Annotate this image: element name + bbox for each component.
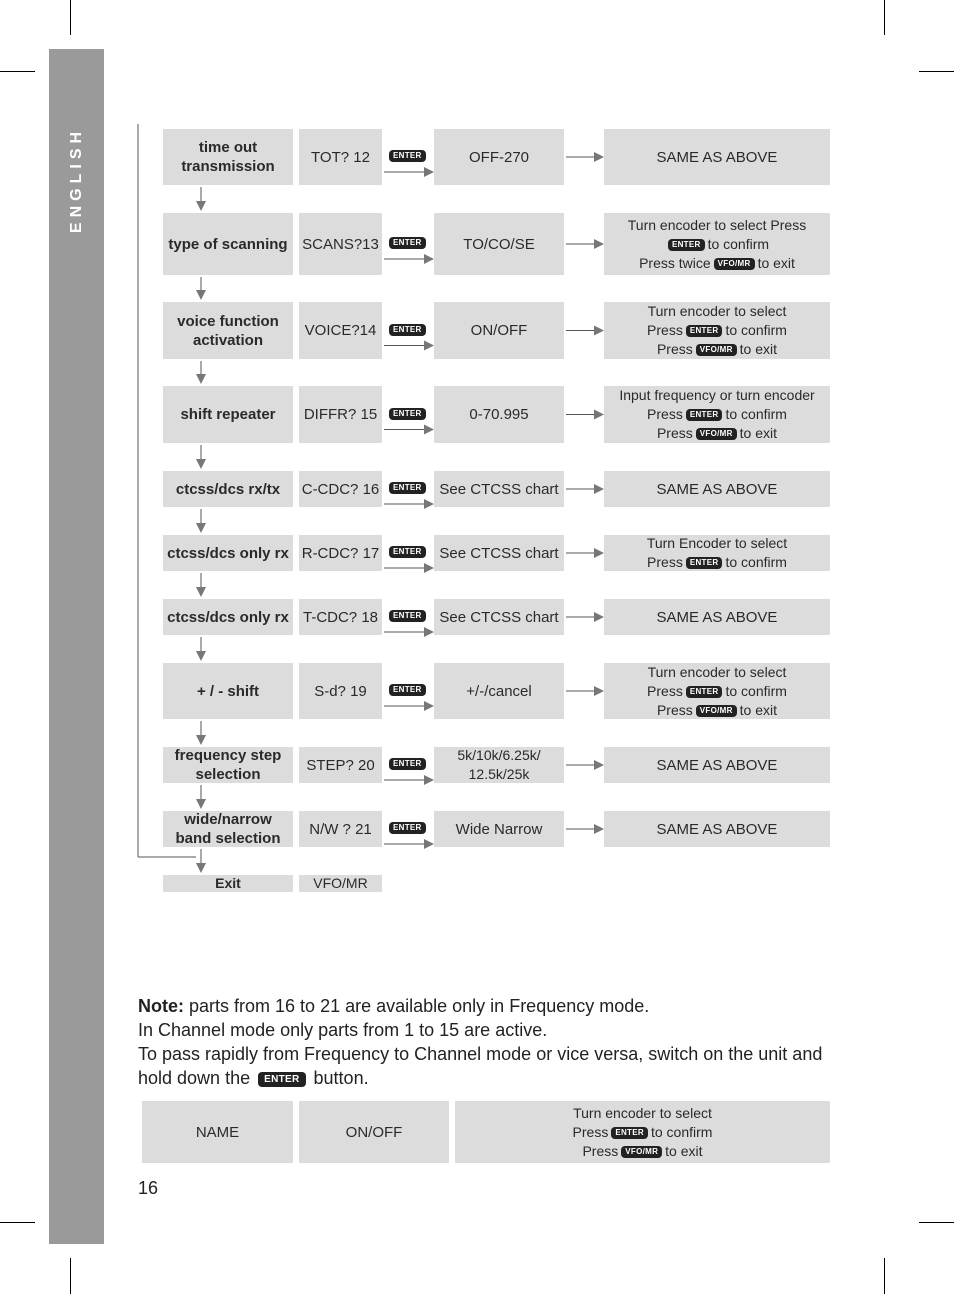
action-line: Press ENTER to confirm [647,322,787,338]
bottom-action-cell [455,1101,830,1163]
row-value-cell: TO/CO/SE [434,213,564,275]
action-line: Press VFO/MR to exit [582,1142,703,1159]
action-line: Press ENTER to confirm [647,554,787,570]
action-line: Turn encoder to select [573,1104,712,1121]
arrow-head [594,686,604,696]
row-name-cell: voice function activation [163,302,293,359]
enter-key-icon: ENTER [258,1072,305,1087]
row-value-cell: 0-70.995 [434,386,564,443]
row-name-cell: type of scanning [163,213,293,275]
row-code-cell: TOT? 12 [299,129,382,185]
enter-key-icon: ENTER [389,482,426,494]
row-action-cell [604,213,830,275]
row-name-cell: frequency step selection [163,747,293,783]
arrow-head [594,612,604,622]
arrow-head [196,735,206,745]
row-value-cell: See CTCSS chart [434,471,564,507]
row-value-cell: +/-/cancel [434,663,564,719]
action-line: Press ENTER to confirm [647,406,787,422]
note-text: Note: parts from 16 to 21 are available only in Frequency mode. In Channel mode only parts from 1 to 15 are active. To pass rapidly from Frequency to Channel mode or vice versa, switch on the unit and hold down the ENTER button. [138,996,823,1088]
action-line: Turn encoder to select [647,303,787,319]
row-action-cell: SAME AS ABOVE [604,811,830,847]
arrow-head [196,523,206,533]
arrow-head [196,374,206,384]
row-action-cell: SAME AS ABOVE [604,747,830,783]
enter-key-icon: ENTER [389,610,426,622]
enter-key-icon: ENTER [686,557,723,569]
row-name-cell: ctcss/dcs rx/tx [163,471,293,507]
arrow-head [196,799,206,809]
row-code-cell: R-CDC? 17 [299,535,382,571]
vfo-mr-key-icon: VFO/MR [696,428,737,440]
enter-key-icon: ENTER [668,239,705,251]
row-action-cell [604,663,830,719]
row-code-cell: T-CDC? 18 [299,599,382,635]
row-value-cell: Wide Narrow [434,811,564,847]
arrow-head [196,201,206,211]
row-value-cell: OFF-270 [434,129,564,185]
arrow-head [424,425,434,435]
row-name-cell: ctcss/dcs only rx [163,599,293,635]
arrow-head [196,651,206,661]
row-name-cell: ctcss/dcs only rx [163,535,293,571]
row-code-cell: STEP? 20 [299,747,382,783]
arrow-head [424,701,434,711]
row-code-cell: SCANS?13 [299,213,382,275]
action-line: Turn Encoder to select [646,535,788,551]
row-action-cell [604,302,830,359]
arrow-head [424,499,434,509]
enter-key-icon: ENTER [611,1127,648,1139]
action-line: ENTER to confirm [665,235,769,254]
action-line: Turn encoder to select [647,663,787,680]
row-code-cell: C-CDC? 16 [299,471,382,507]
enter-key-icon: ENTER [389,324,426,336]
arrow-head [594,410,604,420]
action-line: Press ENTER to confirm [647,682,787,699]
arrow-head [424,627,434,637]
vfo-mr-key-icon: VFO/MR [696,344,737,356]
arrow-head [594,152,604,162]
enter-key-icon: ENTER [389,684,426,696]
row-value-cell: 5k/10k/6.25k/ 12.5k/25k [434,747,564,783]
page-number: 16 [138,1178,159,1198]
arrow-head [424,254,434,264]
row-name-cell: wide/narrow band selection [163,811,293,847]
arrow-head [424,839,434,849]
arrow-head [196,290,206,300]
row-action-cell [604,386,830,443]
row-code-cell: DIFFR? 15 [299,386,382,443]
action-line: Press VFO/MR to exit [656,425,778,441]
row-code-cell: S-d? 19 [299,663,382,719]
bottom-value-cell: ON/OFF [299,1101,449,1163]
vfo-mr-key-icon: VFO/MR [714,258,755,270]
row-action-cell: SAME AS ABOVE [604,129,830,185]
row-action-cell: SAME AS ABOVE [604,599,830,635]
enter-key-icon: ENTER [389,237,426,249]
bottom-name-cell: NAME [142,1101,293,1163]
enter-key-icon: ENTER [389,150,426,162]
exit-code-cell: VFO/MR [299,875,382,892]
arrow-head [594,548,604,558]
vfo-mr-key-icon: VFO/MR [696,705,737,717]
arrow-head [594,760,604,770]
arrow-head [594,239,604,249]
arrow-head [196,863,206,873]
action-line: Press ENTER to confirm [572,1123,713,1140]
arrow-head [594,326,604,336]
enter-key-icon: ENTER [389,822,426,834]
arrow-head [594,824,604,834]
action-line: Press VFO/MR to exit [656,701,778,718]
row-action-cell [604,535,830,571]
row-action-cell: SAME AS ABOVE [604,471,830,507]
arrow-head [424,775,434,785]
arrow-head [196,587,206,597]
enter-key-icon: ENTER [686,686,723,698]
enter-key-icon: ENTER [389,758,426,770]
enter-key-icon: ENTER [389,408,426,420]
row-name-cell: + / - shift [163,663,293,719]
row-value-cell: See CTCSS chart [434,599,564,635]
arrow-head [594,484,604,494]
row-name-cell: shift repeater [163,386,293,443]
row-code-cell: VOICE?14 [299,302,382,359]
enter-key-icon: ENTER [686,325,723,337]
action-line: Input frequency or turn encoder [619,387,815,403]
row-value-cell: See CTCSS chart [434,535,564,571]
arrow-head [424,167,434,177]
vfo-mr-key-icon: VFO/MR [621,1146,662,1158]
enter-key-icon: ENTER [686,409,723,421]
arrow-head [196,459,206,469]
arrow-head [424,563,434,573]
language-label: ENGLISH [67,126,85,234]
action-line: Press twice VFO/MR to exit [639,254,795,271]
row-name-cell: time out transmission [163,129,293,185]
action-line: Press VFO/MR to exit [656,341,778,357]
row-code-cell: N/W ? 21 [299,811,382,847]
enter-key-icon: ENTER [389,546,426,558]
exit-name-cell: Exit [163,875,293,892]
action-line: Turn encoder to select Press [627,216,807,233]
row-value-cell: ON/OFF [434,302,564,359]
arrow-head [424,341,434,351]
